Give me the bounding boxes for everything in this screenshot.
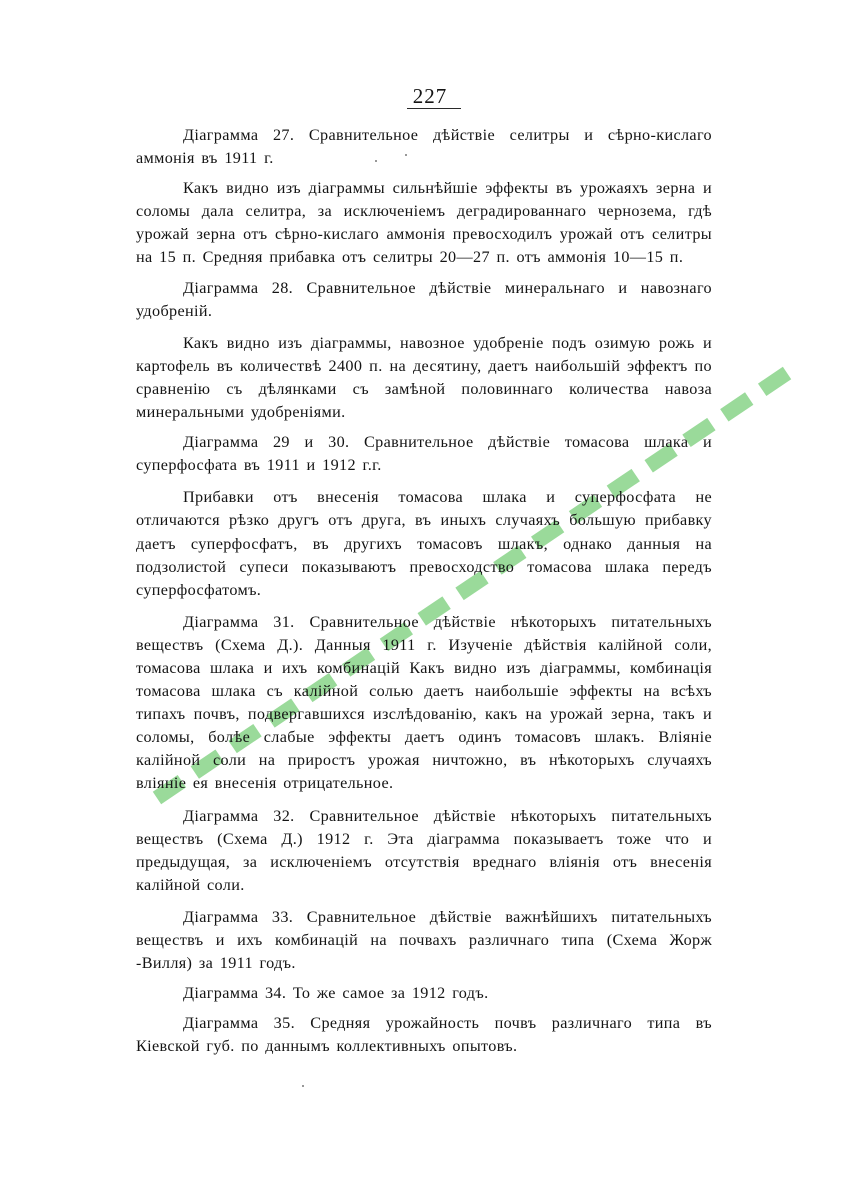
scan-speck [375,160,377,162]
scan-speck [405,154,407,156]
paragraph-diagram-28: Діаграмма 28. Сравнительное дѣйствіе минеральнаго и навознаго удобреній. [136,278,712,320]
paragraph-diagram-27-text: Какъ видно изъ діаграммы сильнѣйшіе эффекты въ урожаяхъ зерна и соломы дала селитра, за исключеніемъ деградированнаго чернозема, гдѣ урожай зерна отъ сѣрно-кислаго аммонія превосходилъ урожай отъ селитры на 15 п. Средняя прибавка отъ селитры 20—27 п. отъ аммонія 10—15 п. [136,179,712,267]
paragraph-diagram-35: Діаграмма 35. Средняя урожайность почвъ различнаго типа въ Кіевской губ. по даннымъ коллективныхъ опытовъ. [136,1014,712,1056]
page-number: 227 [412,84,448,108]
body-text [136,124,712,1058]
paragraph-diagram-32: Діаграмма 32. Сравнительное дѣйствіе нѣкоторыхъ питательныхъ веществъ (Схема Д.) 1912 г. Эта діаграмма показываетъ тоже что и предыдущая, за исключеніемъ отсутствія вреднаго вліянія отъ внесенія калійной соли. [136,806,712,894]
paragraph-diagram-28-text: Какъ видно изъ діаграммы, навозное удобреніе подъ озимую рожь и картофель въ количествѣ 2400 п. на десятину, даетъ наибольшій эффектъ по сравненію съ дѣлянками съ замѣной половиннаго количества навоза минеральными удобреніями. [136,333,712,422]
paragraph-diagram-33: Діаграмма 33. Сравнительное дѣйствіе важнѣйшихъ питательныхъ веществъ и ихъ комбинацій на почвахъ различнаго типа (Схема Жорж -Вилля) за 1911 годъ. [136,907,712,973]
paragraph-diagram-34: Діаграмма 34. То же самое за 1912 годъ. [183,984,489,1003]
paragraph-diagram-29-30-text: Прибавки отъ внесенія томасова шлака и суперфосфата не отличаются рѣзко другъ отъ друга, въ иныхъ случаяхъ большую прибавку даетъ суперфосфатъ, въ другихъ томасовъ шлакъ, однако данныя на подзолистой супеси показываютъ превосходство томасова шлака передъ суперфосфатомъ. [136,488,712,599]
page-number-rule [407,108,461,109]
paragraph-diagram-29-30: Діаграмма 29 и 30. Сравнительное дѣйствіе томасова шлака и суперфосфата въ 1911 и 1912 г.г. [136,433,712,475]
paragraph-diagram-31: Діаграмма 31. Сравнительное дѣйствіе нѣкоторыхъ питательныхъ веществъ (Схема Д.). Данныя 1911 г. Изученіе дѣйствія калійной соли, томасова шлака и ихъ комбинацій Какъ видно изъ діаграммы, комбинація томасова шлака съ калійной солью даетъ наибольшіе эффекты на всѣхъ типахъ почвъ, подвергавшихся изслѣдованію, какъ на урожай зерна, такъ и соломы, болѣе слабые эффекты даетъ одинъ томасовъ шлакъ. Вліяніе калійной соли на приростъ урожая ничтожно, въ нѣкоторыхъ случаяхъ вліяніе ея внесенія отрицательное. [136,612,712,793]
scan-speck [302,1085,304,1087]
paragraph-diagram-27: Діаграмма 27. Сравнительное дѣйствіе селитры и сѣрно-кислаго аммонія въ 1911 г. [136,126,712,168]
